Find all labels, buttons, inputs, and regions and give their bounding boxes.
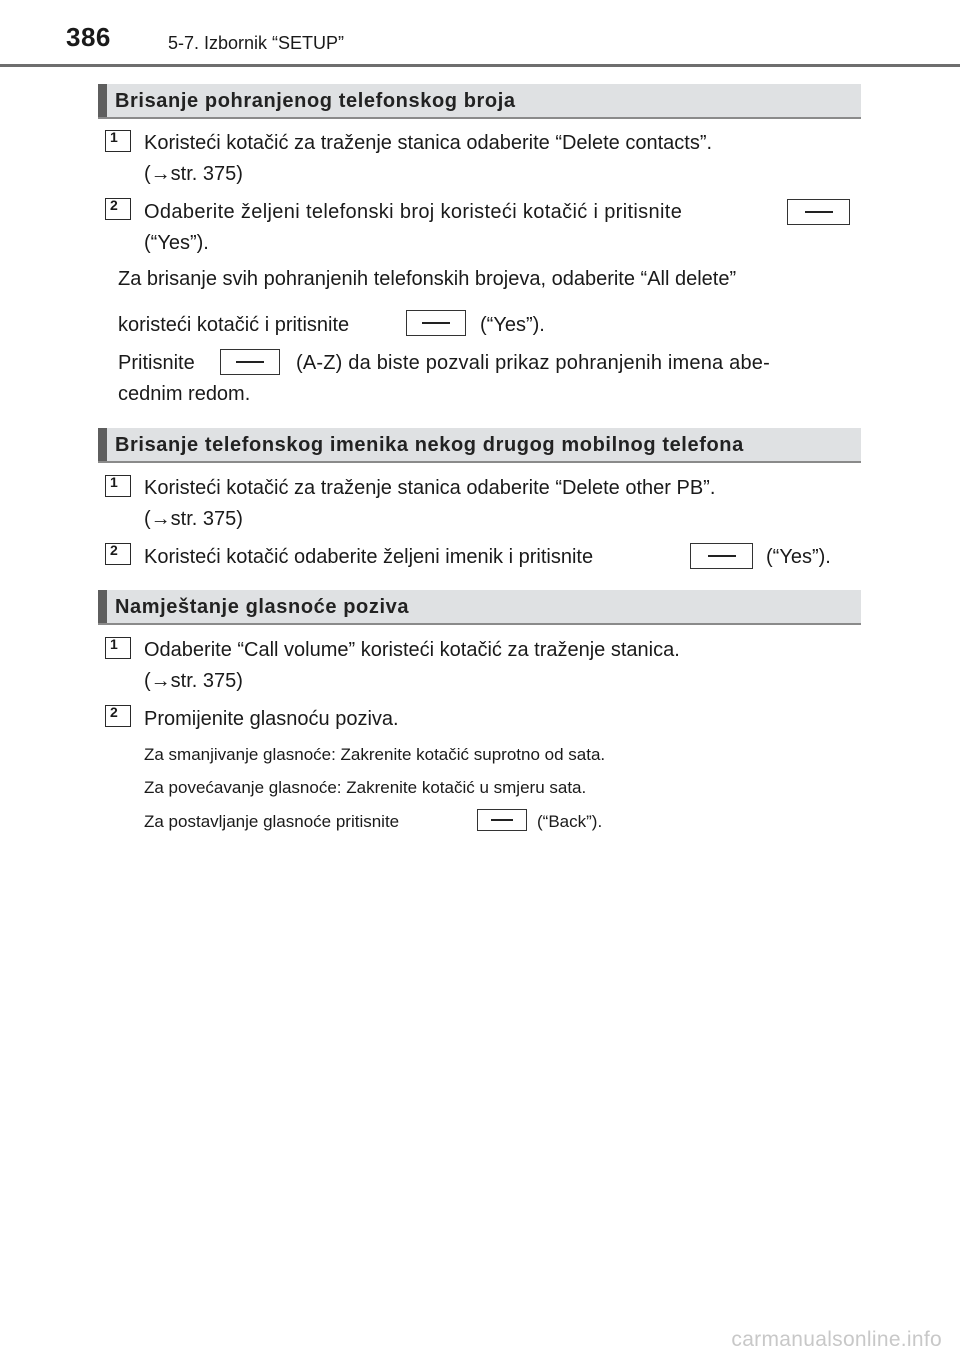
yes-button-graphic [406,310,466,336]
section-header-delete-stored-number [98,84,861,119]
step-text: Koristeći kotačić odaberite željeni imenik i pritisnite [144,546,594,568]
az-button-graphic [220,349,280,375]
note-text: (“Back”). [537,812,603,831]
step-text: Koristeći kotačić za traženje stanica odaberite “Delete contacts”. [144,132,713,154]
note-text: Za povećavanje glasnoće: Zakrenite kotačić u smjeru sata. [144,778,587,797]
note-text: koristeći kotačić i pritisnite [118,314,350,336]
step-text: (“Yes”). [766,546,831,568]
note-text: Pritisnite [118,352,195,374]
chapter-title: 5-7. Izbornik “SETUP” [168,33,345,53]
note-text: Za smanjivanje glasnoće: Zakrenite kotačić suprotno od sata. [144,745,606,764]
watermark: carmanualsonline.info [731,1328,942,1351]
section-title: Brisanje pohranjenog telefonskog broja [115,90,516,112]
step-text: Promijenite glasnoću poziva. [144,708,399,730]
page-number: 386 [66,22,111,52]
section-title: Brisanje telefonskog imenika nekog drugog mobilnog telefona [115,434,744,456]
page-reference: (→str. 375) [144,163,243,185]
yes-button-graphic [690,543,753,569]
note-text: Za brisanje svih pohranjenih telefonskih brojeva, odaberite “All delete” [118,268,737,290]
step-number-badge: 1 [105,130,131,152]
note-text: Za postavljanje glasnoće pritisnite [144,812,400,831]
step-number-badge: 2 [105,543,131,565]
section-marker-bar [98,428,107,461]
step-number-badge: 1 [105,637,131,659]
step-number-badge: 1 [105,475,131,497]
page-header [0,0,960,70]
section-marker-bar [98,590,107,623]
header-divider [0,64,960,67]
step-text: Odaberite “Call volume” koristeći kotačić za traženje stanica. [144,639,680,661]
section-title: Namještanje glasnoće poziva [115,596,410,618]
section-header-delete-other-phonebook [98,428,861,463]
section-header-call-volume [98,590,861,625]
section-marker-bar [98,84,107,117]
step-number-badge: 2 [105,705,131,727]
step-text: Odaberite željeni telefonski broj koristeći kotačić i pritisnite [144,201,683,223]
note-text: cednim redom. [118,383,251,405]
page-reference: (→str. 375) [144,508,243,530]
note-text: (A-Z) da biste pozvali prikaz pohranjenih imena abe- [296,352,770,374]
back-button-graphic [477,809,527,831]
yes-button-graphic [787,199,850,225]
note-text: (“Yes”). [480,314,545,336]
step-text-continued: (“Yes”). [144,232,209,254]
page-reference: (→str. 375) [144,670,243,692]
step-number-badge: 2 [105,198,131,220]
step-text: Koristeći kotačić za traženje stanica odaberite “Delete other PB”. [144,477,716,499]
